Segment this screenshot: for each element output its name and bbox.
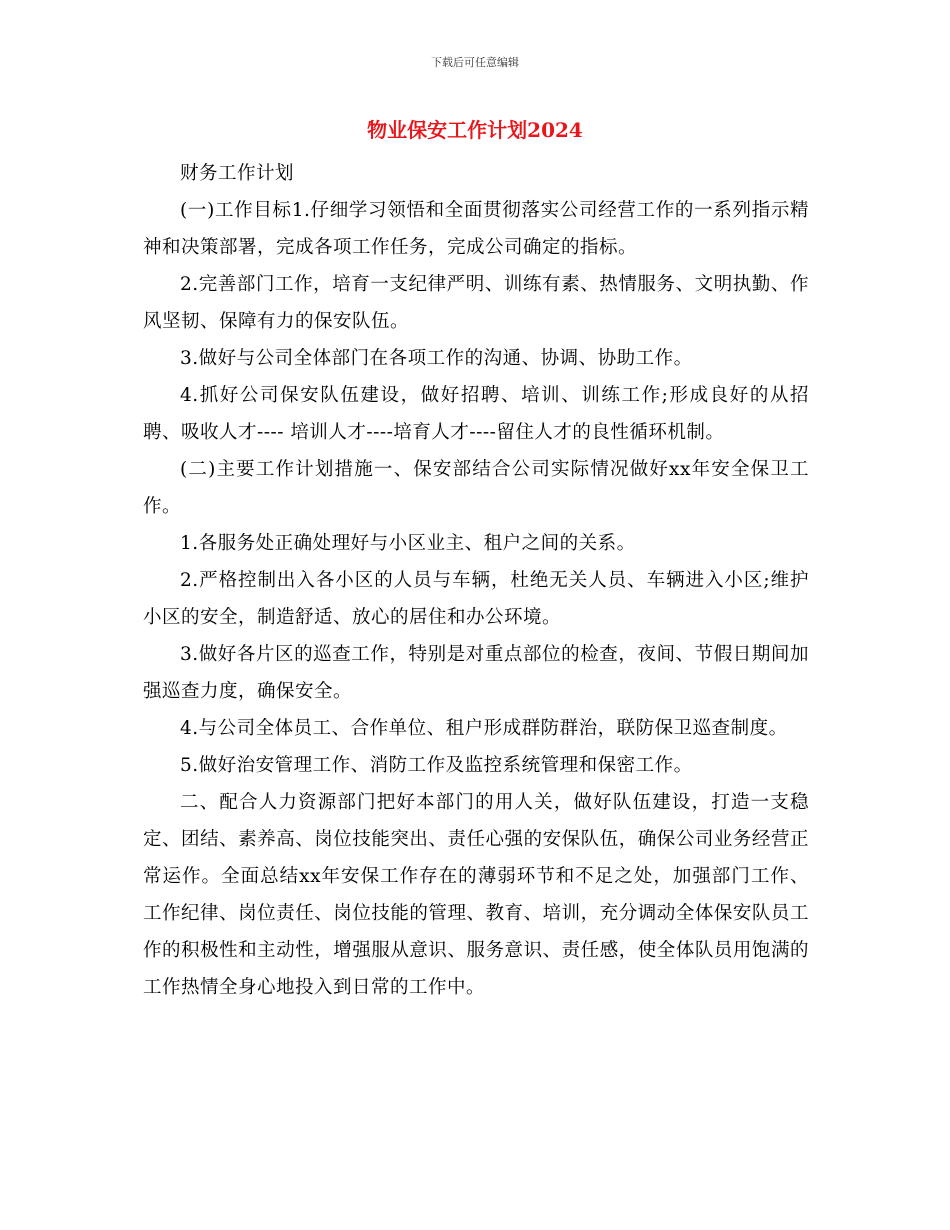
paragraph: 4.抓好公司保安队伍建设，做好招聘、培训、训练工作;形成良好的从招聘、吸收人才---- 培训人才----培育人才----留住人才的良性循环机制。 (143, 385, 809, 443)
paragraph: 4.与公司全体员工、合作单位、租户形成群防群治，联防保卫巡查制度。 (180, 718, 788, 739)
paragraph: 1.各服务处正确处理好与小区业主、租户之间的关系。 (180, 533, 636, 554)
paragraph: 5.做好治安管理工作、消防工作及监控系统管理和保密工作。 (180, 755, 693, 776)
paragraph: 3.做好与公司全体部门在各项工作的沟通、协调、协助工作。 (180, 348, 693, 369)
paragraph: 2.严格控制出入各小区的人员与车辆，杜绝无关人员、车辆进入小区;维护小区的安全，制造舒适、放心的居住和办公环境。 (143, 570, 809, 628)
paragraph-heading: 财务工作计划 (180, 163, 295, 184)
document-title: 物业保安工作计划2024 (367, 118, 583, 142)
paragraph: 2.完善部门工作，培育一支纪律严明、训练有素、热情服务、文明执勤、作风坚韧、保障有力的保安队伍。 (143, 274, 809, 332)
paragraph: 3.做好各片区的巡查工作，特别是对重点部位的检查，夜间、节假日期间加强巡查力度，确保安全。 (143, 644, 809, 702)
paragraph: 二、配合人力资源部门把好本部门的用人关，做好队伍建设，打造一支稳定、团结、素养高、岗位技能突出、责任心强的安保队伍，确保公司业务经营正常运作。全面总结xx年安保工作存在的薄弱环节和不足之处，加强部门工作、工作纪律、岗位责任、岗位技能的管理、教育、培训，充分调动全体保安队员工作的积极性和主动性，增强服从意识、服务意识、责任感，使全体队员用饱满的工作热情全身心地投入到日常的工作中。 (143, 792, 809, 998)
document-body (143, 155, 809, 1006)
header-note: 下载后可任意编辑 (431, 56, 519, 69)
paragraph: (一)工作目标1.仔细学习领悟和全面贯彻落实公司经营工作的一系列指示精神和决策部署，完成各项工作任务，完成公司确定的指标。 (143, 200, 809, 258)
paragraph: (二)主要工作计划措施一、保安部结合公司实际情况做好xx年安全保卫工作。 (143, 459, 809, 517)
